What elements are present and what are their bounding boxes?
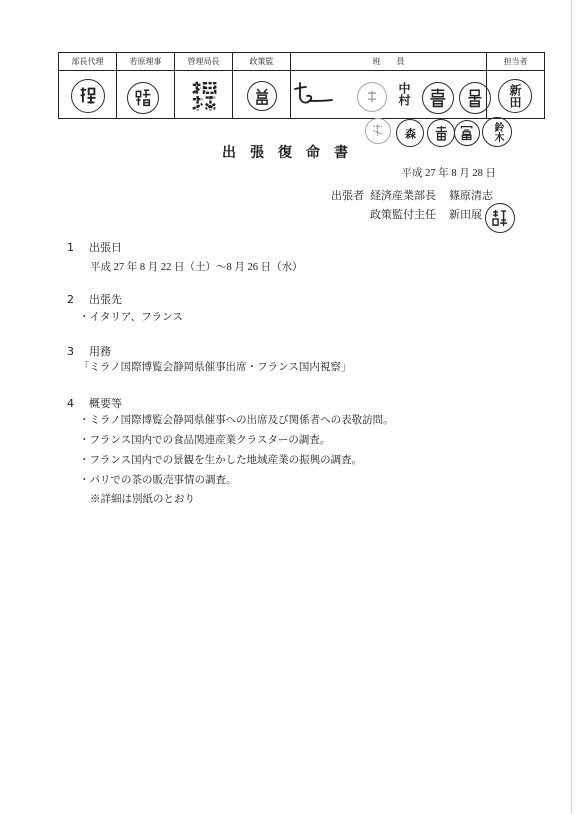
traveler-name: 篠原清志 [449, 190, 493, 202]
scan-edge [571, 0, 572, 814]
approval-seal [247, 81, 277, 111]
section-number: 1 [67, 241, 74, 254]
section-heading-purpose: 用務 [89, 345, 111, 358]
reviewer-seal-text: 鈴木 [492, 122, 503, 142]
seal-mark [188, 78, 220, 114]
seal-mark [464, 87, 486, 109]
faint-seal [357, 82, 387, 112]
seal-mark [132, 87, 154, 109]
section-heading-summary: 概要等 [89, 397, 122, 410]
summary-item: ・パリでの茶の販売事情の調査。 [79, 475, 237, 486]
summary-note: ※詳細は別紙のとおり [90, 494, 195, 505]
person-in-charge-seal [498, 79, 532, 113]
destination-line: ・イタリア、フランス [79, 312, 183, 323]
approval-seal [71, 79, 105, 113]
approval-header-row [59, 53, 545, 71]
companion-position: 政策監付主任 [370, 209, 436, 221]
approval-header-team-members: 班 員 [291, 53, 487, 71]
seal-mark [427, 87, 449, 109]
approval-header-deputy-director: 部長代理 [59, 53, 117, 71]
section-heading-destination: 出張先 [89, 293, 122, 306]
approval-header-person-in-charge: 担当者 [487, 53, 545, 71]
seal-mark [432, 124, 451, 143]
team-member-seal: 中村 [397, 82, 411, 106]
companion-seal [485, 203, 515, 233]
seal-mark [76, 84, 99, 107]
purpose-line: 「ミラノ国際博覧会静岡県催事出席・フランス国内視察」 [79, 362, 352, 373]
seal-mark [369, 122, 386, 139]
traveler-label: 出張者 [331, 190, 364, 202]
reviewer-seal [396, 119, 424, 147]
faint-seal [365, 118, 391, 144]
section-number: 3 [67, 345, 74, 358]
summary-item: ・フランス国内での食品関連産業クラスターの調査。 [79, 435, 331, 446]
summary-item: ・ミラノ国際博覧会静岡県催事への出席及び関係者への表敬訪問。 [79, 415, 394, 426]
section-heading-trip-dates: 出張日 [89, 241, 122, 254]
approval-header-admin-bureau-chief: 管理局長 [175, 53, 233, 71]
reviewer-seal [482, 117, 512, 147]
trip-dates-line: 平成 27 年 8 月 22 日（土）～8 月 26 日（水） [90, 262, 303, 273]
person-in-charge-seal-text: 新田 [508, 84, 522, 108]
seal-mark [458, 124, 475, 141]
report-date: 平成 27 年 8 月 28 日 [401, 168, 496, 179]
seal-mark [362, 87, 382, 107]
approval-header-director-wakahara: 若原理事 [117, 53, 175, 71]
summary-item: ・フランス国内での景観を生かした地域産業の振興の調査。 [79, 455, 363, 466]
section-number: 2 [67, 293, 74, 306]
reviewer-seal [454, 120, 480, 146]
approval-seal [459, 82, 491, 114]
companion-name: 新田展 [449, 209, 482, 221]
approval-seal [188, 78, 220, 114]
section-number: 4 [67, 397, 74, 410]
handwritten-signature [292, 80, 334, 108]
approval-header-policy-supervisor: 政策監 [233, 53, 291, 71]
document-title: 出 張 復 命 書 [222, 146, 348, 161]
approval-seal [422, 82, 454, 114]
traveler-position: 経済産業部長 [370, 190, 436, 202]
approval-seal [127, 82, 159, 114]
seal-mark [252, 86, 272, 106]
reviewer-seal-text: 森 [403, 127, 417, 139]
reviewer-seal [427, 119, 455, 147]
seal-mark [490, 208, 510, 228]
